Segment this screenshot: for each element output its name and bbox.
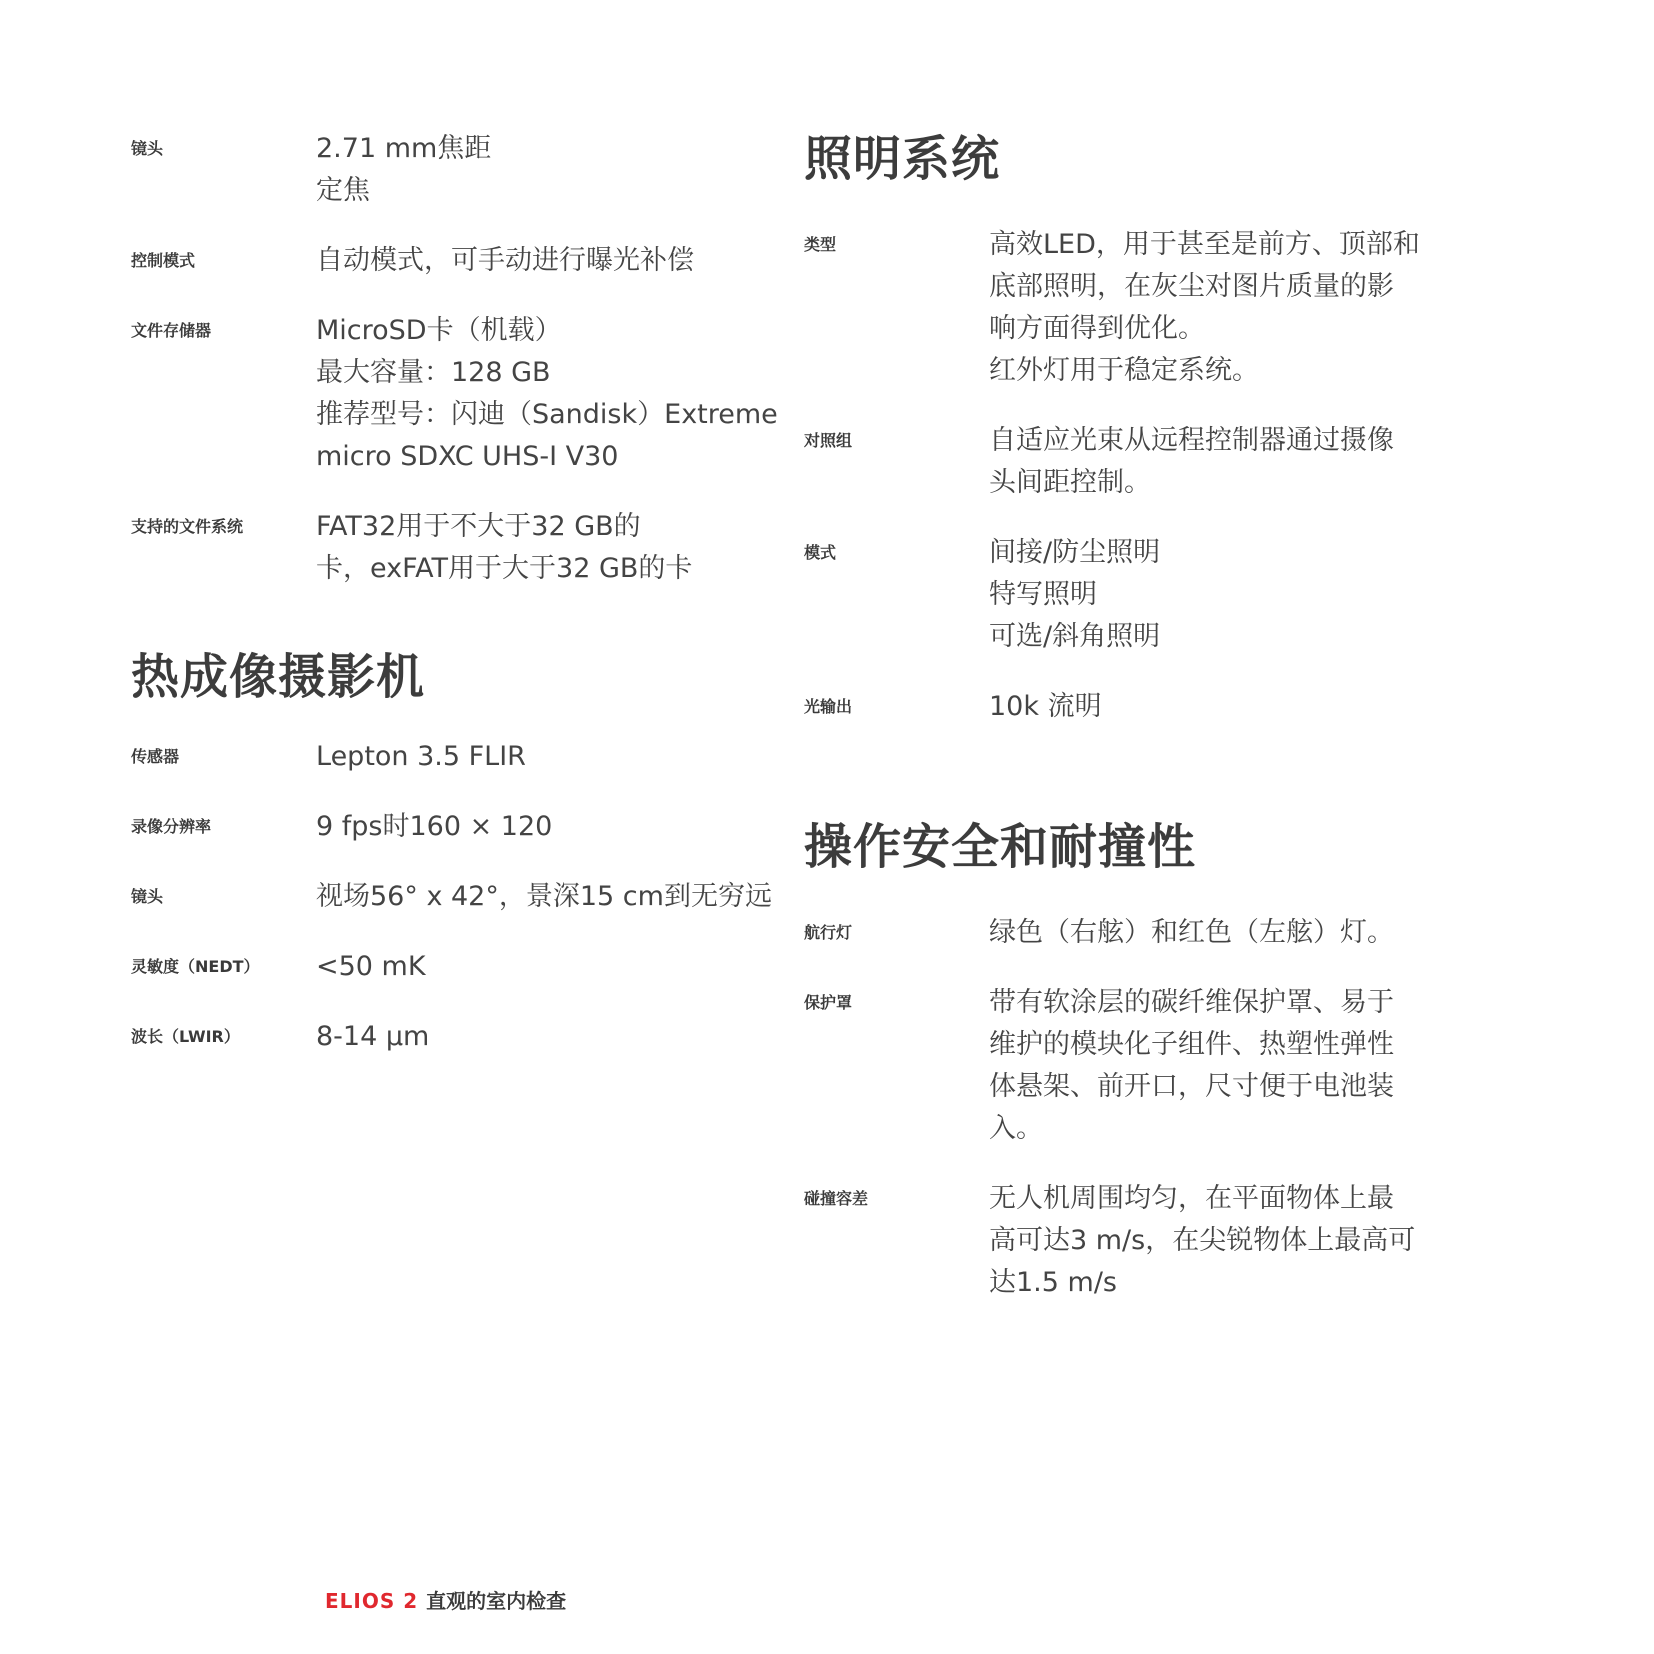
spec-value [989, 224, 1420, 392]
spec-label: 保护罩 [804, 993, 853, 1012]
spec-value [989, 982, 1414, 1150]
spec-label: 支持的文件系统 [131, 517, 244, 536]
spec-label: 波长（LWIR） [131, 1027, 240, 1046]
spec-line: Lepton 3.5 FLIR [316, 741, 526, 772]
spec-line: 体悬架、前开口，尺寸便于电池装 [989, 1071, 1394, 1102]
spec-value [316, 240, 751, 282]
spec-row-control-group [804, 420, 1464, 504]
spec-label: 控制模式 [131, 251, 196, 270]
spec-value [989, 912, 1414, 954]
spec-row-video-resolution [131, 806, 771, 848]
spec-value [316, 946, 751, 988]
spec-row-file-storage [131, 310, 778, 478]
spec-label: 光输出 [804, 697, 853, 716]
spec-value [316, 806, 751, 848]
spec-line: 8-14 µm [316, 1021, 430, 1052]
spec-label: 航行灯 [804, 923, 853, 942]
section-title: 操作安全和耐撞性 [804, 819, 1197, 875]
camera-specs-section [131, 128, 778, 590]
spec-label: 镜头 [131, 887, 164, 906]
spec-label: 文件存储器 [131, 321, 212, 340]
spec-row-mode [804, 532, 1464, 658]
thermal-camera-section [131, 646, 771, 1058]
spec-line: 最大容量：128 GB [316, 357, 551, 388]
spec-value [989, 1178, 1414, 1304]
spec-value [989, 532, 1414, 658]
spec-value [316, 128, 751, 212]
spec-value [316, 506, 751, 590]
spec-line: 9 fps时160 × 120 [316, 811, 553, 842]
spec-line: MicroSD卡（机载） [316, 315, 562, 346]
spec-label: 碰撞容差 [804, 1189, 869, 1208]
spec-line: 达1.5 m/s [989, 1267, 1117, 1298]
spec-line: micro SDXC UHS-I V30 [316, 441, 619, 472]
spec-row-sensor [131, 736, 771, 778]
spec-value [989, 686, 1414, 728]
spec-line: 高可达3 m/s，在尖锐物体上最高可 [989, 1225, 1416, 1256]
spec-label: 传感器 [131, 747, 180, 766]
spec-line: 卡，exFAT用于大于32 GB的卡 [316, 553, 693, 584]
spec-line: 头间距控制。 [989, 467, 1151, 498]
spec-row-navigation-lights [804, 912, 1464, 954]
spec-label: 对照组 [804, 431, 853, 450]
spec-line: <50 mK [316, 951, 426, 982]
spec-line: 自适应光束从远程控制器通过摄像 [989, 425, 1394, 456]
spec-label: 类型 [804, 235, 837, 254]
spec-line: 自动模式，可手动进行曝光补偿 [316, 245, 694, 276]
spec-line: 间接/防尘照明 [989, 537, 1161, 568]
section-title: 照明系统 [804, 131, 1001, 187]
footer-brand: ELIOS 2 [325, 1589, 419, 1613]
spec-line: 可选/斜角照明 [989, 621, 1161, 652]
spec-line: 维护的模块化子组件、热塑性弹性 [989, 1029, 1394, 1060]
spec-label: 模式 [804, 543, 837, 562]
spec-line: 入。 [989, 1113, 1043, 1144]
spec-row-collision-tolerance [804, 1178, 1464, 1304]
spec-label: 录像分辨率 [131, 817, 212, 836]
spec-value [316, 736, 751, 778]
spec-line: 高效LED，用于甚至是前方、顶部和 [989, 229, 1420, 260]
spec-value [316, 876, 772, 918]
safety-durability-section [804, 816, 1464, 1304]
spec-line: 特写照明 [989, 579, 1097, 610]
spec-line: 红外灯用于稳定系统。 [989, 355, 1259, 386]
spec-row-lens [131, 128, 771, 212]
spec-row-file-system [131, 506, 771, 590]
spec-value [989, 420, 1414, 504]
spec-line: 视场56° x 42°，景深15 cm到无穷远 [316, 881, 772, 912]
spec-row-light-output [804, 686, 1464, 728]
footer-text: 直观的室内检查 [426, 1589, 567, 1613]
spec-line: 10k 流明 [989, 691, 1102, 722]
spec-line: 带有软涂层的碳纤维保护罩、易于 [989, 987, 1394, 1018]
spec-line: FAT32用于不大于32 GB的 [316, 511, 641, 542]
spec-line: 定焦 [316, 175, 370, 206]
spec-row-wavelength [131, 1016, 771, 1058]
spec-line: 无人机周围均匀，在平面物体上最 [989, 1183, 1394, 1214]
page-footer [325, 1585, 566, 1614]
right-column [804, 128, 1464, 1332]
spec-row-type [804, 224, 1464, 392]
spec-value [316, 310, 778, 478]
spec-row-sensitivity [131, 946, 771, 988]
spec-line: 推荐型号：闪迪（Sandisk）Extreme [316, 399, 778, 430]
spec-line: 底部照明，在灰尘对图片质量的影 [989, 271, 1394, 302]
spec-line: 2.71 mm焦距 [316, 133, 492, 164]
spec-line: 绿色（右舷）和红色（左舷）灯。 [989, 917, 1394, 948]
left-column [131, 128, 778, 1086]
spec-row-thermal-lens [131, 876, 771, 918]
spec-row-protective-cage [804, 982, 1464, 1150]
spec-row-control-mode [131, 240, 771, 282]
lighting-system-section [804, 128, 1464, 728]
section-title: 热成像摄影机 [131, 649, 426, 705]
spec-line: 响方面得到优化。 [989, 313, 1205, 344]
spec-label: 镜头 [131, 139, 164, 158]
spec-label: 灵敏度（NEDT） [131, 957, 260, 976]
spec-value [316, 1016, 751, 1058]
